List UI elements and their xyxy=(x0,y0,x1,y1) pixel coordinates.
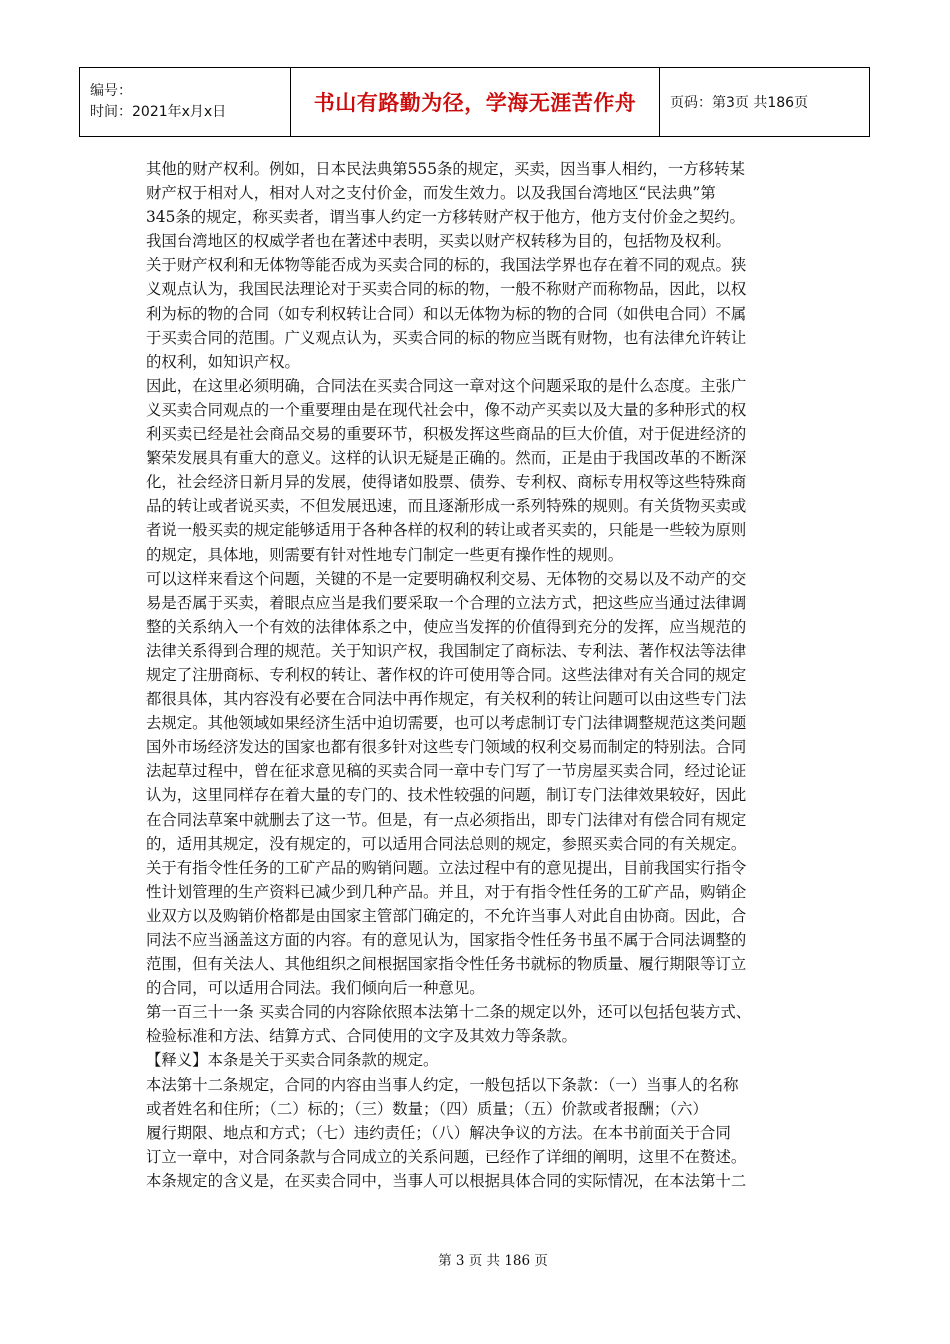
body-line: 财产权于相对人，相对人对之支付价金，而发生效力。以及我国台湾地区“民法典”第 xyxy=(146,184,716,203)
page-footer: 第 3 页 共 186 页 xyxy=(438,1253,548,1269)
body-line: 的合同，可以适用合同法。我们倾向后一种意见。 xyxy=(146,979,485,998)
body-line: 国外市场经济发达的国家也都有很多针对这些专门领域的权利交易而制定的特别法。合同 xyxy=(146,738,747,757)
body-line: 检验标准和方法、结算方式、合同使用的文字及其效力等条款。 xyxy=(146,1027,577,1046)
body-line: 整的关系纳入一个有效的法律体系之中，使应当发挥的价值得到充分的发挥，应当规范的 xyxy=(146,617,747,636)
body-line: 关于财产权利和无体物等能否成为买卖合同的标的，我国法学界也存在着不同的观点。狭 xyxy=(146,256,747,275)
body-line: 可以这样来看这个问题，关键的不是一定要明确权利交易、无体物的交易以及不动产的交 xyxy=(146,569,747,588)
body-line: 第一百三十一条 买卖合同的内容除依照本法第十二条的规定以外，还可以包括包装方式、 xyxy=(146,1003,752,1022)
body-line: 其他的财产权利。例如，日本民法典第555条的规定，买卖，因当事人相约，一方移转某 xyxy=(146,160,745,178)
body-line: 本条规定的含义是，在买卖合同中，当事人可以根据具体合同的实际情况，在本法第十二 xyxy=(146,1171,747,1190)
body-line: 都很具体，其内容没有必要在合同法中再作规定，有关权利的转让问题可以由这些专门法 xyxy=(146,690,747,709)
body-line: 的规定，具体地，则需要有针对性地专门制定一些更有操作性的规则。 xyxy=(146,545,624,564)
body-line: 于买卖合同的范围。广义观点认为，买卖合同的标的物应当既有财物，也有法律允许转让 xyxy=(146,328,747,347)
body-line: 的，适用其规定，没有规定的，可以适用合同法总则的规定，参照买卖合同的有关规定。 xyxy=(146,834,747,853)
body-line: 去规定。其他领域如果经济生活中迫切需要，也可以考虑制订专门法律调整规范这类问题 xyxy=(146,714,747,733)
document-time-label: 时间：2021年x月x日 xyxy=(90,104,227,120)
header-page-info: 页码：第3页 共186页 xyxy=(660,68,870,137)
header-motto: 书山有路勤为径，学海无涯苦作舟 xyxy=(313,91,637,115)
body-line: 利买卖已经是社会商品交易的重要环节，积极发挥这些商品的巨大价值，对于促进经济的 xyxy=(146,425,747,444)
body-line: 或者姓名和住所；（二）标的；（三）数量；（四）质量；（五）价款或者报酬；（六） xyxy=(146,1099,708,1118)
body-line: 品的转让或者说买卖，不但发展迅速，而且逐渐形成一系列特殊的规则。有关货物买卖或 xyxy=(146,497,747,516)
body-line: 【释义】本条是关于买卖合同条款的规定。 xyxy=(146,1051,439,1070)
body-line: 因此，在这里必须明确，合同法在买卖合同这一章对这个问题采取的是什么态度。主张广 xyxy=(146,376,747,395)
body-line: 345条的规定，称买卖者，谓当事人约定一方移转财产权于他方，他方支付价金之契约。 xyxy=(146,208,745,227)
body-line: 法律关系得到合理的规范。关于知识产权，我国制定了商标法、专利法、著作权法等法律 xyxy=(146,641,747,660)
body-line: 认为，这里同样存在着大量的专门的、技术性较强的问题，制订专门法律效果较好，因此 xyxy=(146,786,747,805)
document-body xyxy=(146,157,816,1193)
body-line: 化，社会经济日新月异的发展，使得诸如股票、债券、专利权、商标专用权等这些特殊商 xyxy=(146,473,747,492)
body-line: 者说一般买卖的规定能够适用于各种各样的权利的转让或者买卖的，只能是一些较为原则 xyxy=(146,521,747,540)
body-line: 义观点认为，我国民法理论对于买卖合同的标的物，一般不称财产而称物品，因此，以权 xyxy=(146,280,747,299)
body-line: 本法第十二条规定，合同的内容由当事人约定，一般包括以下条款：（一）当事人的名称 xyxy=(146,1075,739,1094)
body-line: 履行期限、地点和方式；（七）违约责任；（八）解决争议的方法。在本书前面关于合同 xyxy=(146,1123,731,1142)
body-line: 在合同法草案中就删去了这一节。但是，有一点必须指出，即专门法律对有偿合同有规定 xyxy=(146,810,747,829)
body-line: 易是否属于买卖，着眼点应当是我们要采取一个合理的立法方式，把这些应当通过法律调 xyxy=(146,593,747,612)
body-line: 利为标的物的合同（如专利权转让合同）和以无体物为标的物的合同（如供电合同）不属 xyxy=(146,304,747,323)
body-line: 业双方以及购销价格都是由国家主管部门确定的，不允许当事人对此自由协商。因此，合 xyxy=(146,906,747,925)
body-line: 性计划管理的生产资料已减少到几种产品。并且，对于有指令性任务的工矿产品，购销企 xyxy=(146,882,747,901)
body-line: 法起草过程中，曾在征求意见稿的买卖合同一章中专门写了一节房屋买卖合同，经过论证 xyxy=(146,762,747,781)
body-line: 同法不应当涵盖这方面的内容。有的意见认为，国家指令性任务书虽不属于合同法调整的 xyxy=(146,931,747,949)
body-line: 的权利，如知识产权。 xyxy=(146,352,300,371)
body-line: 范围，但有关法人、其他组织之间根据国家指令性任务书就标的物质量、履行期限等订立 xyxy=(146,955,747,974)
body-line: 义买卖合同观点的一个重要理由是在现代社会中，像不动产买卖以及大量的多种形式的权 xyxy=(146,400,747,419)
header-meta xyxy=(80,68,291,137)
body-line: 关于有指令性任务的工矿产品的购销问题。立法过程中有的意见提出，目前我国实行指令 xyxy=(146,858,747,877)
header-motto-cell xyxy=(291,68,660,137)
body-line: 规定了注册商标、专利权的转让、著作权的许可使用等合同。这些法律对有关合同的规定 xyxy=(146,665,747,684)
body-line: 我国台湾地区的权威学者也在著述中表明，买卖以财产权转移为目的，包括物及权利。 xyxy=(146,232,731,251)
document-number-label: 编号： xyxy=(90,83,132,99)
header-table xyxy=(79,67,870,137)
body-line: 订立一章中，对合同条款与合同成立的关系问题，已经作了详细的阐明，这里不在赘述。 xyxy=(146,1147,747,1166)
body-line: 繁荣发展具有重大的意义。这样的认识无疑是正确的。然而，正是由于我国改革的不断深 xyxy=(146,449,747,468)
